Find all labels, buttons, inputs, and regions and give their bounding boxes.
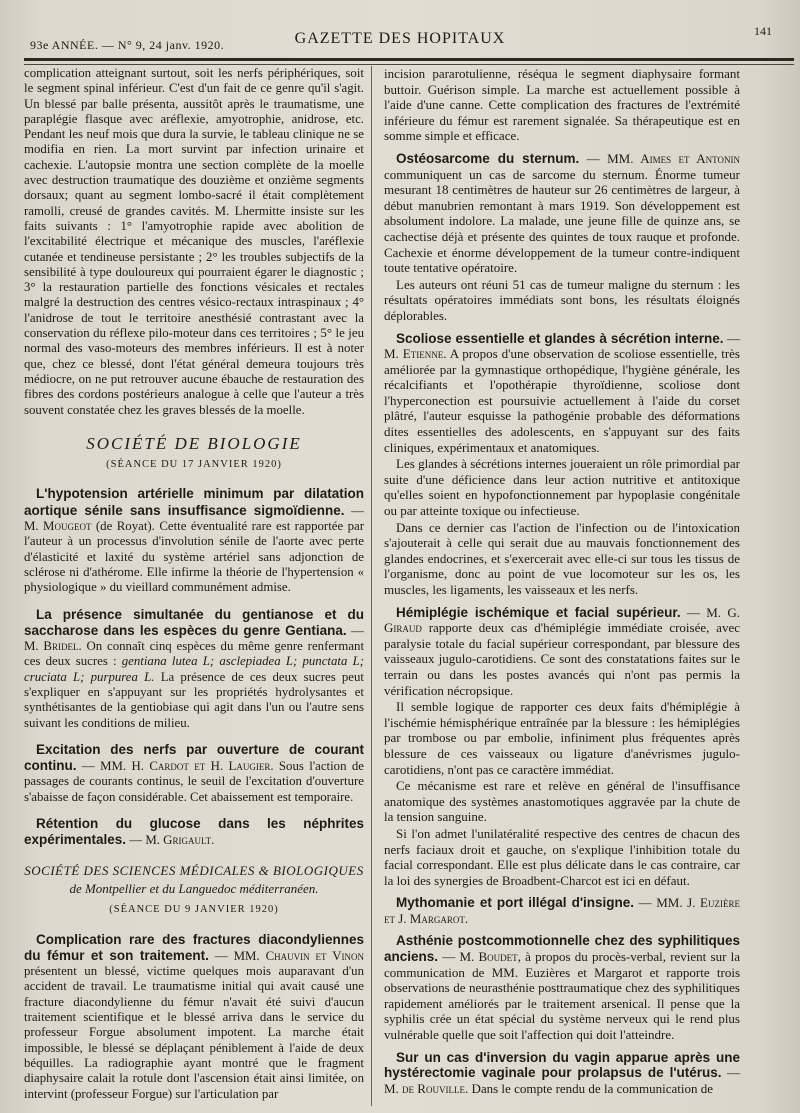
article-asthenie: Asthénie postcommotionnelle chez des syphilitiques anciens. — M. Boudet, à propos du procès-verbal, revient sur la communication de MM. Euzières et Margarot et rapporte trois observations de neurasthénie posttraumatique chez des syphilitiques rapidement améliorés par le traitement arsenical. Il pense que la syphilis crée un état spécial du système nerveux qui le rend plus vulnérable quelle que soit l'affection qui doit l'atteindre.	[384, 933, 741, 1043]
issue-info: 93e ANNÉE. — N° 9, 24 janv. 1920.	[30, 38, 225, 52]
article-body: à propos du procès-verbal, revient sur la communication de MM. Euzières et Margarot et rapporte trois observations de neurasthénie posttraumatique chez des syphilitiques rapidement améliorés par le traitement arsenical. Il pense que la syphilis crée un état spécial du système nerveux qui le rend plus vulnérable quelle que soit l'affection qui doit l'atteindre.	[384, 949, 741, 1043]
article-body: présentent un blessé, victime quelques mois auparavant d'un accident de travail. Le traumatisme initial qui avait causé une fracture diacondylienne du fémur n'avait été suivi d'aucun traitement scientifique et le blessé arriva dans le service du professeur Forgue absolument impotent. La marche était impossible, le blessé se déplaçant péniblement à l'aide de deux béquilles. La radiographie ayant montré que le fragment diaphysaire calait la rotule dont l'ascension était ainsi limitée, on intervint (professeur Forgue) sur l'articulation par	[24, 964, 364, 1101]
article-body: Les auteurs ont réuni 51 cas de tumeur maligne du sternum : les résultats opératoires immédiats sont bons, les résultats éloignés déplorables.	[384, 276, 740, 323]
article-continuation: complication atteignant surtout, soit les nerfs périphériques, soit le segment spinal inférieur. C'est d'un fait de ce genre qu'il s'agit. Un blessé par balle présenta, aussitôt après le traumatisme, une paraplégie flasque avec aréflexie, amyotrophie, anidrose, etc. Pendant les neuf mois que dura la survie, le tableau clinique ne se modifia en rien. La mort survint par infection urinaire et cachexie. L'autopsie montra une section complète de la moelle avec destruction traumatique des douzième et onzième segments dorsaux; quant au segment lombo-sacré il était complètement ramolli, creusé de grandes cavités. M. Lhermitte insiste sur les faits suivants : 1° l'amyotrophie rapide avec abolition de l'excitabilité électrique et mécanique des muscles, l'aréflexie cutanée et tendineuse persistante ; 2° les troubles subjectifs de la sensibilité à type douloureux qui pourraient égarer le diagnostic ; 3° la restauration partielle des fonctions vésicales et rectales malgré la destruction des centres vésico-rectaux intraspinaux ; 4° l'anidrose de tout le territoire anesthésié contrastant avec la conservation du réflexe pilo-moteur dans ces territoires ; 5° le jeu normal des vaso-moteurs des membres inférieurs. Il est à noter que, chez ce blessé, dont l'état général demeura toujours très médiocre, on ne put retrouver aucune ébauche de restauration des fibres des cordons postérieurs analogue à celle que l'auteur a très souvent constatée chez les graves blessés de la moelle.	[24, 66, 364, 417]
article-author: M. de Rouville	[384, 1080, 465, 1096]
article-scoliose: Scoliose essentielle et glandes à sécrétion interne. — M. Etienne. A propos d'une observation de scoliose essentielle, très améliorée par la gymnastique orthopédique, l'hygiène générale, les récalcifiants et l'opothérapie thyroïdienne, scoliose dont l'hyperconection est poursuivie actuellement à l'aide du corset plâtré, l'auteur esquisse la pathogénie probable des déformations dites essentielles des adolescents, en s'appuyant sur des faits cliniques, expérimentaux et anatomiques.	[384, 330, 740, 455]
article-title: Complication rare des fractures diacondyliennes du fémur et son traitement.	[24, 931, 364, 963]
article-author: M. G. Giraud	[384, 604, 740, 636]
article-fractures: Complication rare des fractures diacondyliennes du fémur et son traitement. — MM. Chauvin et Vinon présentent un blessé, victime quelques mois auparavant d'un accident de travail. Le traumatisme initial qui avait causé une fracture diacondylienne du fémur n'avait été suivi d'aucun traitement scientifique et le blessé arriva dans le service du professeur Forgue absolument impotent. La marche était impossible, le blessé se déplaçant péniblement à l'aide de deux béquilles. La radiographie ayant montré que le fragment diaphysaire calait la rotule dont l'ascension était ainsi limitée, on intervint (professeur Forgue) sur l'articulation par	[24, 931, 365, 1101]
article-body: rapporte deux cas d'hémiplégie immédiate croisée, avec paralysie totale du facial supérieur correspondant, par blessure des vaisseaux jugulo-carotidiens. Ce sont des constatations faites sur le terrain ou dans les postes avancés qui n'ont pas permis la vérification nécropsique.	[384, 620, 740, 698]
article-title: La présence simultanée du gentianose et du saccharose dans les espèces du genre Gentiana.	[24, 606, 364, 638]
article-title: Hémiplégie ischémique et facial supérieur.	[396, 604, 681, 620]
article-title: Ostéosarcome du sternum.	[396, 150, 580, 166]
article-body: Ce mécanisme est rare et relève en général de l'insuffisance anatomique des systèmes anastomotiques aggravée par la chute de la tension sanguine.	[384, 778, 740, 825]
article-body: Dans ce dernier cas l'action de l'infection ou de l'intoxication s'ajouterait à celle qui serait due au mauvais fonctionnement des glandes endocrines, et s'exercerait avec elle-ci sur tous les tissus de l'organisme, donc au point de vue locomoteur sur les os, les muscles, les ligaments, les vaisseaux et les nerfs.	[384, 519, 740, 597]
article-title: Asthénie postcommotionnelle chez des syphilitiques anciens.	[384, 933, 740, 965]
article-body: Il semble logique de rapporter ces deux faits d'hémiplégie à l'ischémie hémisphérique entraînée par la blessure : les hémiplégies par trombose ou par embolie, infiniment plus fréquentes après blessure de ces vaisseaux ou ligature d'anévrismes jugulo-carotidiens, n'ont pas ce caractère immédiat.	[384, 699, 740, 777]
article-body: Si l'on admet l'unilatéralité respective des centres de chacun des nerfs faciaux droit et gauche, on s'explique l'inhibition totale du facial correspondant. Elle est plus délicate dans le cas contraire, car la loi des synergies de Broadbent-Charcot est ici en défaut.	[384, 825, 740, 888]
article-title: Excitation des nerfs par ouverture de courant continu.	[24, 741, 364, 774]
article-hypotension: L'hypotension artérielle minimum par dilatation aortique sénile sans insuffisance sigmoïdienne. — M. Mougeot (de Royat). Cette éventualité rare est rapportée par l'auteur à un processus d'involution sénile de l'aorte avec perte d'élasticité et laxité du système artériel sans adjonction de sclérose ni d'athérome. Elle infirme la théorie de l'hypertension « physiologique » du vieillard communément admise.	[24, 486, 364, 595]
article-title: L'hypotension artérielle minimum par dilatation aortique sénile sans insuffisance sigmoïdienne.	[24, 486, 364, 518]
article-author: MM. H. Cardot et H. Laugier	[100, 759, 271, 774]
article-glucose: Rétention du glucose dans les néphrites expérimentales. — M. Grigault.	[24, 816, 364, 848]
article-continuation: incision pararotulienne, réséqua le segment diaphysaire formant buttoir. Guérison simple. La marche est actuellement possible à l'aide d'une canne. Cette complication des fractures de l'extrémité inférieure du fémur est rarement signalée. Sa thérapeutique est en somme simple et efficace.	[384, 66, 740, 144]
article-author: M. Boudet	[459, 949, 518, 965]
right-column	[384, 66, 740, 1097]
article-excitation: Excitation des nerfs par ouverture de courant continu. — MM. H. Cardot et H. Laugier. Sous l'action de passages de courants continus, le seuil de l'excitation d'ouverture s'abaisse de façon considérable. Cet abaissement est temporaire.	[24, 741, 365, 804]
article-author: MM. J. Euzière et J. Margarot.	[384, 895, 740, 926]
article-inversion-vagin: Sur un cas d'inversion du vagin apparue après une hystérectomie vaginale pour prolapsus de l'utérus. — M. de Rouville. Dans le compte rendu de la communication de	[384, 1049, 740, 1096]
section-subtitle: de Montpellier et du Languedoc méditerranéen.	[69, 880, 319, 896]
section-title-biologie: SOCIÉTÉ DE BIOLOGIE	[86, 433, 302, 453]
section-date: (SÉANCE DU 9 JANVIER 1920)	[109, 904, 279, 916]
article-body: La présence de ces deux sucres peut s'expliquer en s'appuyant sur les propriétés hydrolysantes et synthétisantes de la gentiobiase qui agit dans l'un ou l'autre sens suivant les conditions de milieu.	[24, 669, 364, 730]
section-date: (SÉANCE DU 17 JANVIER 1920)	[106, 459, 282, 471]
article-title: Sur un cas d'inversion du vagin apparue après une hystérectomie vaginale pour prolapsus de l'utérus.	[384, 1049, 740, 1081]
header-rule	[24, 58, 794, 61]
article-author: M. Etienne	[384, 346, 444, 362]
species-list: gentiana lutea L; asclepiadea L; punctata L; cruciata L; purpurea L.	[24, 654, 364, 684]
article-author: MM. Chauvin et Vinon	[233, 948, 365, 963]
article-title: Mythomanie et port illégal d'insigne.	[396, 895, 635, 911]
article-author: M. Mougeot	[24, 519, 92, 534]
article-body: (de Royat). Cette éventualité rare est rapportée par l'auteur à un processus d'involution sénile de l'aorte avec perte d'élasticité et laxité du système artériel sans adjonction de sclérose ni d'athérome. Elle infirme la théorie de l'hypertension « physiologique » du vieillard communément admise.	[24, 519, 364, 595]
article-body: Les glandes à sécrétions internes joueraient un rôle primordial par suite d'une déficience dans leur action nutritive et antitoxique qu'elles soient en hypofonctionnement par hypoplasie congénitale ou par atteinte toxique ou infectieuse.	[384, 456, 740, 519]
header-rule-thin	[24, 64, 794, 65]
article-hemiplegie: Hémiplégie ischémique et facial supérieur. — M. G. Giraud rapporte deux cas d'hémiplégie immédiate croisée, avec paralysie totale du facial supérieur correspondant, par blessure des vaisseaux jugulo-carotidiens. Ce sont des constatations faites sur le terrain ou dans les postes avancés qui n'ont pas permis la vérification nécropsique.	[384, 604, 740, 698]
journal-title: GAZETTE DES HOPITAUX	[294, 30, 506, 47]
article-author: MM. Aimes et Antonin	[607, 150, 740, 166]
left-column	[24, 66, 364, 1103]
article-osteosarcome: Ostéosarcome du sternum. — MM. Aimes et Antonin communiquent un cas de sarcome du sternum. Énorme tumeur mesurant 18 centimètres de hauteur sur 26 centimètres de largeur, à début manubrien remontant à mars 1919. Son développement est absolument indolore. La malade, une jeune fille de quinze ans, se cachectise déjà et présente des quintes de toux rauque et profonde. Cachexie et énorme développement de la tumeur contre-indiquent toute tentative opératoire.	[384, 150, 740, 276]
article-gentianose: La présence simultanée du gentianose et du saccharose dans les espèces du genre Gentiana. — M. Bridel. On connaît cinq espèces du même genre renfermant ces deux sucres : gentiana lutea L; asclepiadea L; punctata L; cruciata L; purpurea L. La présence de ces deux sucres peut s'expliquer en s'appuyant sur les propriétés hydrolysantes et synthétisantes de la gentiobiase qui agit dans l'un ou l'autre sens suivant les conditions de milieu.	[24, 606, 365, 730]
article-title: Rétention du glucose dans les néphrites expérimentales.	[24, 816, 364, 848]
page-number: 141	[754, 24, 772, 38]
column-divider	[371, 66, 372, 1106]
article-author: M. Bridel	[24, 639, 79, 654]
section-title-montpellier: SOCIÉTÉ DES SCIENCES MÉDICALES & BIOLOGIQUES	[24, 862, 364, 878]
article-body: Dans le compte rendu de la communication de	[471, 1080, 713, 1096]
article-body: A propos d'une observation de scoliose essentielle, très améliorée par la gymnastique orthopédique, l'hygiène générale, les récalcifiants et l'opothérapie thyroïdienne, scoliose dont l'hyperconection est poursuivie actuellement à l'aide du corset plâtré, l'auteur esquisse la pathogénie probable des déformations dites essentielles des adolescents, en s'appuyant sur des faits cliniques, expérimentaux et anatomiques.	[384, 346, 740, 455]
article-title: Scoliose essentielle et glandes à sécrétion interne.	[396, 330, 724, 346]
article-mythomanie: Mythomanie et port illégal d'insigne. — MM. J. Euzière et J. Margarot.	[384, 895, 740, 926]
article-body: Sous l'action de passages de courants continus, le seuil de l'excitation d'ouverture s'abaisse de façon considérable. Cet abaissement est temporaire.	[24, 759, 365, 804]
article-body: On connaît cinq espèces du même genre renfermant ces deux sucres :	[24, 639, 365, 669]
article-author: M. Grigault.	[145, 833, 215, 848]
running-head	[0, 24, 800, 56]
article-body: communiquent un cas de sarcome du sternum. Énorme tumeur mesurant 18 centimètres de hauteur sur 26 centimètres de largeur, à début manubrien remontant à mars 1919. Son développement est absolument indolore. La malade, une jeune fille de quinze ans, se cachectise déjà et présente des quintes de toux rauque et profonde. Cachexie et énorme développement de la tumeur contre-indiquent toute tentative opératoire.	[384, 166, 740, 276]
